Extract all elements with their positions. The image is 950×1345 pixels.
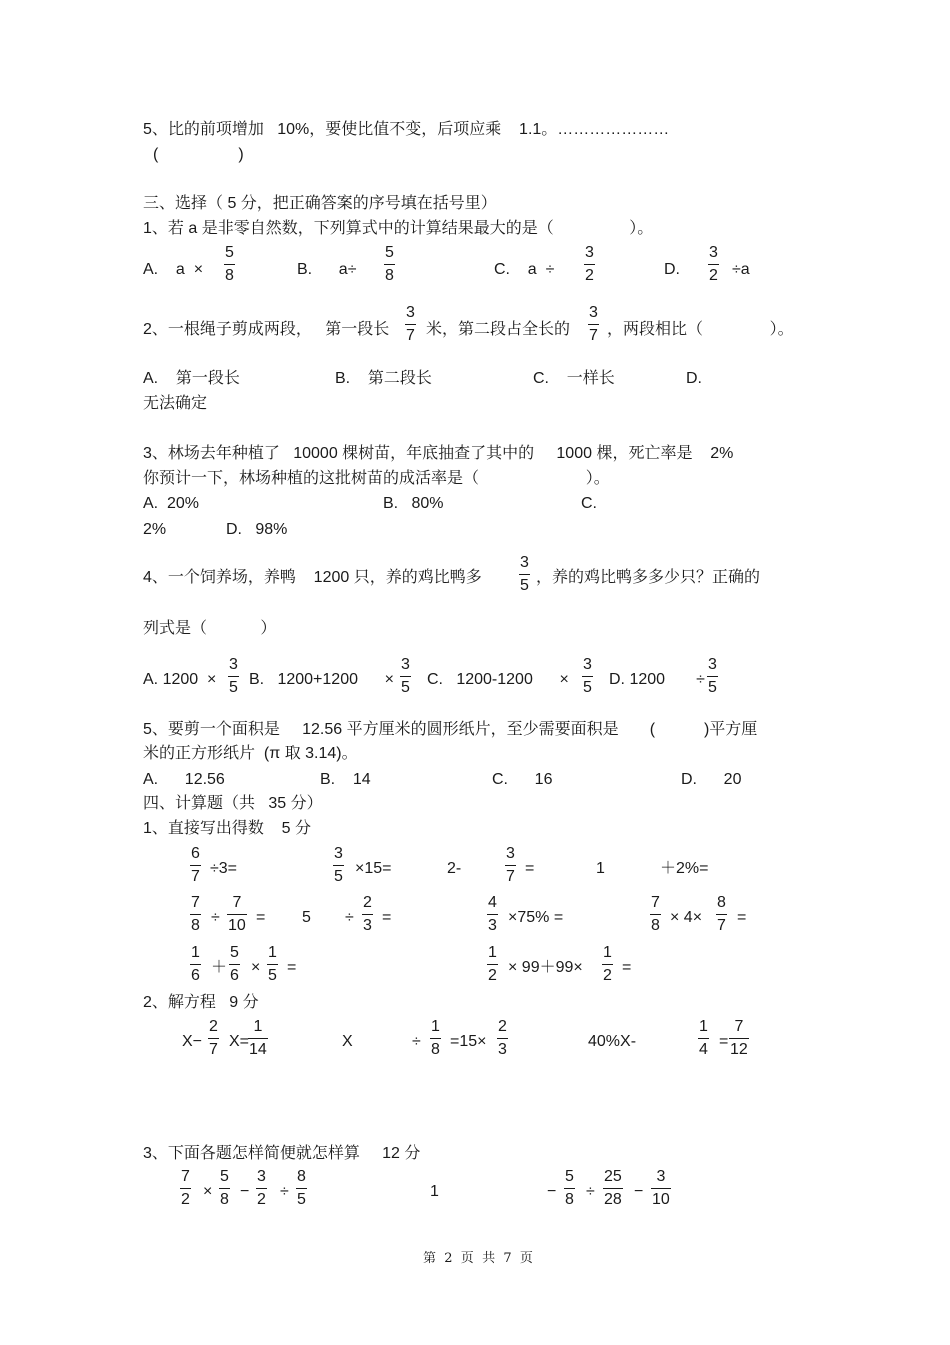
s4-eq2-b: ÷ <box>412 1033 421 1050</box>
denominator: 8 <box>651 917 660 934</box>
s4-eq1-a: X− <box>182 1033 203 1050</box>
denominator: 7 <box>406 327 415 344</box>
fraction-bar <box>584 264 595 265</box>
denominator: 2 <box>603 967 612 984</box>
denominator: 8 <box>225 267 234 284</box>
fraction <box>729 1019 749 1058</box>
s3-q5-text-1: 5、要剪一个面积是 12.56 平方厘米的圆形纸片，至少需要面积是 ( )平方厘 <box>143 721 758 738</box>
numerator: 1 <box>699 1018 708 1035</box>
s3-q4-text-2: ，养的鸡比鸭多多少只？正确的 <box>536 569 761 586</box>
s4-p3-e3-op-1: − <box>547 1183 557 1200</box>
denominator: 6 <box>191 967 200 984</box>
denominator: 7 <box>506 868 515 885</box>
fraction <box>180 1169 191 1208</box>
numerator: 8 <box>717 894 726 911</box>
numerator: 1 <box>603 944 612 961</box>
numerator: 5 <box>225 244 234 261</box>
fraction-bar <box>588 324 599 325</box>
fraction-bar <box>505 865 516 866</box>
fraction <box>487 895 498 934</box>
s3-q5-option-d[interactable]: D. 20 <box>681 771 742 788</box>
numerator: 7 <box>651 894 660 911</box>
fraction-bar <box>497 1038 508 1039</box>
s3-q2-option-b[interactable]: B. 第二段长 <box>335 370 432 387</box>
fraction-bar <box>180 1188 191 1189</box>
fraction <box>190 846 201 885</box>
numerator: 7 <box>734 1018 744 1035</box>
s4-r1-expr-4-tail: ＋2%= <box>660 860 709 877</box>
fraction-bar <box>564 1188 575 1189</box>
s3-q5-option-a[interactable]: A. 12.56 <box>143 771 225 788</box>
fraction <box>497 1019 508 1058</box>
fraction <box>588 305 599 344</box>
fraction <box>229 945 240 984</box>
numerator: 3 <box>583 656 592 673</box>
denominator: 7 <box>191 868 200 885</box>
s4-eq2-a: X <box>342 1033 353 1050</box>
numerator: 1 <box>488 944 497 961</box>
fraction <box>400 657 411 696</box>
fraction <box>698 1019 709 1058</box>
denominator: 5 <box>229 679 238 696</box>
fraction <box>603 1169 623 1208</box>
s4-r2-expr-2: 5 <box>302 909 311 926</box>
s3-q4-option-c[interactable]: C. 1200-1200 × <box>427 671 569 688</box>
denominator: 14 <box>249 1041 267 1058</box>
s4-r2-op-1: ÷ <box>211 909 220 926</box>
denominator: 5 <box>268 967 277 984</box>
fraction-bar <box>430 1038 441 1039</box>
numerator: 1 <box>191 944 200 961</box>
fraction-bar <box>296 1188 307 1189</box>
numerator: 3 <box>257 1168 266 1185</box>
fraction <box>602 945 613 984</box>
fraction-bar <box>650 914 661 915</box>
fraction-bar <box>227 914 247 915</box>
fraction-bar <box>603 1188 623 1189</box>
s4-p3-e2: 1 <box>430 1183 439 1200</box>
s3-q5-option-b[interactable]: B. 14 <box>320 771 371 788</box>
fraction <box>708 245 719 284</box>
denominator: 3 <box>498 1041 507 1058</box>
s4-eq3-a: 40%X- <box>588 1033 637 1050</box>
fraction-bar <box>333 865 344 866</box>
fraction-bar <box>582 676 593 677</box>
s3-q4-option-d[interactable]: D. 1200 ÷ <box>609 671 705 688</box>
s3-q2-option-c[interactable]: C. 一样长 <box>533 370 615 387</box>
fraction-bar <box>400 676 411 677</box>
numerator: 3 <box>589 304 598 321</box>
s3-q1-option-d[interactable]: D. <box>664 261 680 278</box>
numerator: 2 <box>498 1018 507 1035</box>
s4-p3-e1-op-3: ÷ <box>280 1183 289 1200</box>
fraction-bar <box>267 964 278 965</box>
fraction <box>505 846 516 885</box>
fraction <box>384 245 395 284</box>
section-3-title: 三、选择（ 5 分，把正确答案的序号填在括号里） <box>143 195 497 212</box>
s4-r3-op-2: × <box>251 959 261 976</box>
numerator: 2 <box>209 1018 218 1035</box>
page-footer: 第 2 页 共 7 页 <box>423 1251 533 1266</box>
fraction <box>248 1019 268 1058</box>
s4-r2-eq-4: = <box>737 909 747 926</box>
s4-r1-expr-1: ÷3= <box>210 860 238 877</box>
s4-r3-eq-2: = <box>622 959 632 976</box>
denominator: 8 <box>565 1191 574 1208</box>
s4-part-1-title: 1、直接写出得数 5 分 <box>143 820 312 837</box>
denominator: 8 <box>431 1041 440 1058</box>
s4-r2-eq-2: = <box>382 909 392 926</box>
s3-q1-text: 1、若 a 是非零自然数，下列算式中的计算结果最大的是（ ）。 <box>143 220 654 237</box>
numerator: 7 <box>191 894 200 911</box>
s4-r2-expr-4: × 4× <box>670 909 703 926</box>
s4-r1-expr-2: ×15= <box>355 860 392 877</box>
numerator: 7 <box>181 1168 190 1185</box>
fraction <box>707 657 718 696</box>
s3-q3-option-c[interactable]: C. <box>581 495 597 512</box>
numerator: 3 <box>401 656 410 673</box>
fraction-bar <box>229 964 240 965</box>
fraction <box>190 895 201 934</box>
fraction-bar <box>219 1188 230 1189</box>
fraction <box>651 1169 671 1208</box>
s3-q1-option-a[interactable]: A. a × <box>143 261 204 278</box>
s3-q2-option-d-text: 无法确定 <box>143 395 208 412</box>
fraction-bar <box>256 1188 267 1189</box>
denominator: 5 <box>297 1191 306 1208</box>
s3-q3-option-c-text: 2% <box>143 521 167 538</box>
numerator: 8 <box>297 1168 306 1185</box>
denominator: 2 <box>488 967 497 984</box>
denominator: 2 <box>585 267 594 284</box>
fraction <box>208 1019 219 1058</box>
s3-q2-text-1: 2、一根绳子剪成两段， 第一段长 <box>143 321 390 338</box>
s4-p3-e1-op-2: − <box>240 1183 250 1200</box>
s4-r3-eq-1: = <box>287 959 297 976</box>
fraction-bar <box>190 964 201 965</box>
fraction <box>219 1169 230 1208</box>
fraction-bar <box>487 914 498 915</box>
s3-q1-option-b[interactable]: B. a÷ <box>297 261 357 278</box>
denominator: 28 <box>604 1191 622 1208</box>
s4-r1-expr-3-eq: = <box>525 860 535 877</box>
numerator: 7 <box>232 894 242 911</box>
s3-q1-option-d-tail: ÷a <box>732 261 750 278</box>
fraction-bar <box>208 1038 219 1039</box>
denominator: 4 <box>699 1041 708 1058</box>
fraction-bar <box>698 1038 709 1039</box>
fraction-bar <box>487 964 498 965</box>
fraction <box>716 895 727 934</box>
denominator: 5 <box>334 868 343 885</box>
s4-r2-expr-3: ×75% = <box>508 909 564 926</box>
s3-q5-option-c[interactable]: C. 16 <box>492 771 553 788</box>
s4-r2-op-2: ÷ <box>345 909 354 926</box>
numerator: 25 <box>604 1168 622 1185</box>
s4-r1-expr-4: 1 <box>596 860 605 877</box>
denominator: 8 <box>385 267 394 284</box>
numerator: 3 <box>708 656 717 673</box>
fraction <box>333 846 344 885</box>
fraction-bar <box>248 1038 268 1039</box>
fraction-bar <box>708 264 719 265</box>
fraction <box>228 657 239 696</box>
numerator: 5 <box>565 1168 574 1185</box>
fraction-bar <box>190 914 201 915</box>
numerator: 3 <box>585 244 594 261</box>
fraction-bar <box>362 914 373 915</box>
denominator: 8 <box>220 1191 229 1208</box>
s4-r1-expr-3: 2- <box>447 860 462 877</box>
s4-part-3-title: 3、下面各题怎样简便就怎样算 12 分 <box>143 1145 421 1162</box>
numerator: 4 <box>488 894 497 911</box>
denominator: 3 <box>488 917 497 934</box>
s2-q5-text: 5、比的前项增加 10%，要使比值不变，后项应乘 1.1。………………… <box>143 121 670 138</box>
denominator: 5 <box>401 679 410 696</box>
denominator: 7 <box>717 917 726 934</box>
fraction-bar <box>224 264 235 265</box>
fraction <box>430 1019 441 1058</box>
section-4-title: 四、计算题（共 35 分） <box>143 795 323 812</box>
fraction <box>582 657 593 696</box>
numerator: 3 <box>709 244 718 261</box>
numerator: 1 <box>253 1018 263 1035</box>
s3-q2-text-2: 米，第二段占全长的 <box>426 321 571 338</box>
denominator: 3 <box>363 917 372 934</box>
denominator: 8 <box>191 917 200 934</box>
s4-eq1-b: X= <box>229 1033 250 1050</box>
fraction-bar <box>729 1038 749 1039</box>
s3-q3-text-1: 3、林场去年种植了 10000 棵树苗，年底抽查了其中的 1000 棵，死亡率是 2% <box>143 445 734 462</box>
numerator: 3 <box>656 1168 666 1185</box>
denominator: 12 <box>730 1041 748 1058</box>
fraction-bar <box>190 865 201 866</box>
denominator: 7 <box>589 327 598 344</box>
fraction <box>267 945 278 984</box>
fraction <box>190 945 201 984</box>
fraction <box>650 895 661 934</box>
s3-q3-option-d[interactable]: D. 98% <box>226 521 288 538</box>
numerator: 3 <box>334 845 343 862</box>
s4-part-2-title: 2、解方程 9 分 <box>143 994 259 1011</box>
fraction-bar <box>228 676 239 677</box>
s3-q2-option-d[interactable]: D. <box>686 370 702 387</box>
s3-q4-text-1: 4、一个饲养场，养鸭 1200 只，养的鸡比鸭多 <box>143 569 482 586</box>
fraction <box>227 895 247 934</box>
fraction <box>584 245 595 284</box>
denominator: 5 <box>520 577 529 594</box>
s4-eq3-b: = <box>719 1033 729 1050</box>
numerator: 5 <box>220 1168 229 1185</box>
s3-q4-text-3: 列式是（ ） <box>143 620 277 637</box>
numerator: 1 <box>431 1018 440 1035</box>
denominator: 2 <box>257 1191 266 1208</box>
s3-q3-option-a[interactable]: A. 20% <box>143 495 200 512</box>
s4-p3-e3-op-3: − <box>634 1183 644 1200</box>
fraction <box>362 895 373 934</box>
fraction-bar <box>602 964 613 965</box>
s3-q3-option-b[interactable]: B. 80% <box>383 495 444 512</box>
s3-q5-text-2: 米的正方形纸片 (π 取 3.14)。 <box>143 745 358 762</box>
numerator: 3 <box>520 554 529 571</box>
s3-q4-option-b[interactable]: B. 1200+1200 × <box>249 671 394 688</box>
s3-q2-option-a[interactable]: A. 第一段长 <box>143 370 240 387</box>
numerator: 2 <box>363 894 372 911</box>
s3-q3-text-2: 你预计一下，林场种植的这批树苗的成活率是（ ）。 <box>143 470 610 487</box>
denominator: 6 <box>230 967 239 984</box>
s4-r2-eq-1: = <box>256 909 266 926</box>
fraction <box>487 945 498 984</box>
denominator: 10 <box>228 917 246 934</box>
denominator: 2 <box>709 267 718 284</box>
numerator: 3 <box>506 845 515 862</box>
denominator: 7 <box>209 1041 218 1058</box>
fraction-bar <box>405 324 416 325</box>
denominator: 5 <box>583 679 592 696</box>
s3-q4-option-a[interactable]: A. 1200 × <box>143 671 217 688</box>
numerator: 1 <box>268 944 277 961</box>
fraction-bar <box>716 914 727 915</box>
fraction <box>564 1169 575 1208</box>
numerator: 3 <box>229 656 238 673</box>
denominator: 5 <box>708 679 717 696</box>
s3-q2-text-3: ，两段相比（ ）。 <box>607 321 794 338</box>
s4-eq2-c: =15× <box>450 1033 487 1050</box>
denominator: 2 <box>181 1191 190 1208</box>
denominator: 10 <box>652 1191 670 1208</box>
numerator: 3 <box>406 304 415 321</box>
fraction <box>256 1169 267 1208</box>
fraction <box>405 305 416 344</box>
numerator: 5 <box>230 944 239 961</box>
s4-p3-e1-op-1: × <box>203 1183 213 1200</box>
numerator: 6 <box>191 845 200 862</box>
fraction-bar <box>384 264 395 265</box>
fraction-bar <box>651 1188 671 1189</box>
s4-r3-op-1: ＋ <box>211 959 228 976</box>
s2-q5-answer-paren[interactable]: ( ) <box>153 146 244 163</box>
s4-r3-expr-2: × 99＋99× <box>508 959 583 976</box>
numerator: 5 <box>385 244 394 261</box>
fraction <box>519 555 530 594</box>
fraction-bar <box>707 676 718 677</box>
s4-p3-e3-op-2: ÷ <box>586 1183 595 1200</box>
fraction-bar <box>519 574 530 575</box>
fraction <box>224 245 235 284</box>
fraction <box>296 1169 307 1208</box>
s3-q1-option-c[interactable]: C. a ÷ <box>494 261 555 278</box>
